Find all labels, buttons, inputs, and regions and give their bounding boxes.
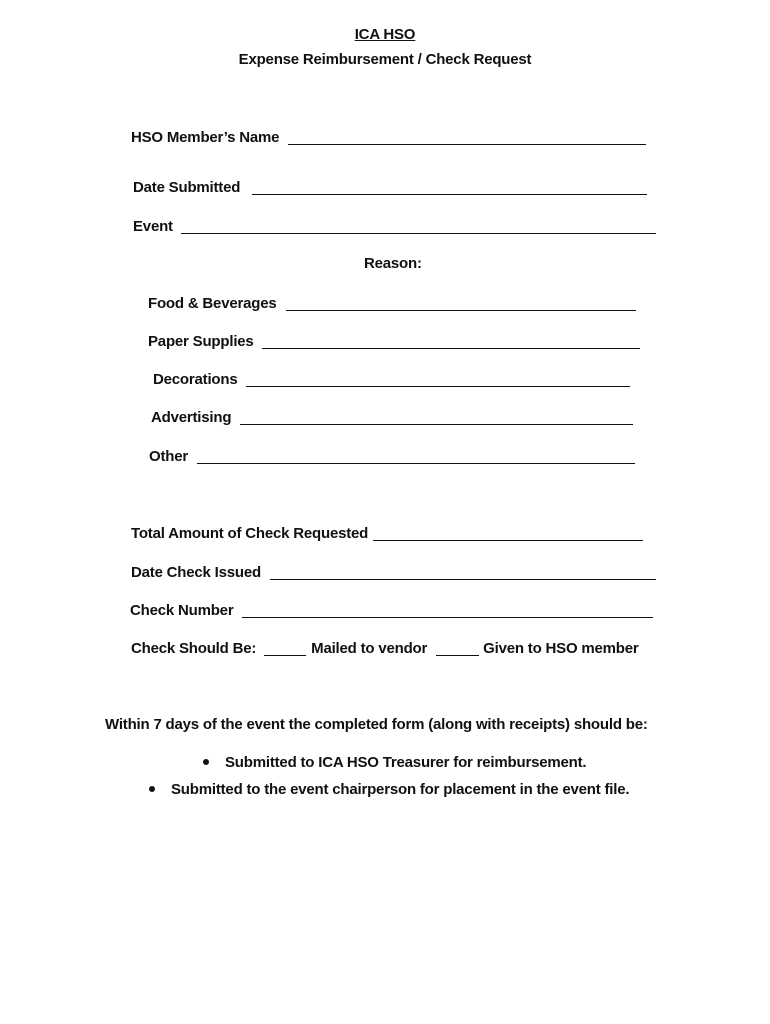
given-checkbox-line[interactable] [436, 641, 479, 656]
check-number-row [130, 600, 653, 620]
mailed-checkbox-line[interactable] [264, 641, 306, 656]
date-submitted-row [133, 177, 647, 197]
check-number-label: Check Number [130, 602, 234, 619]
reason-row-paper [148, 331, 640, 351]
member-name-row [131, 127, 646, 147]
food-beverages-field[interactable] [286, 296, 636, 311]
check-should-be-row [131, 638, 639, 658]
reason-heading: Reason: [364, 255, 422, 272]
given-option-label: Given to HSO member [483, 640, 639, 657]
reason-label-other: Other [149, 448, 189, 465]
mailed-option-label: Mailed to vendor [311, 640, 428, 657]
total-amount-label: Total Amount of Check Requested [131, 525, 369, 542]
other-field[interactable] [197, 449, 635, 464]
date-submitted-label: Date Submitted [133, 179, 241, 196]
member-name-field[interactable] [288, 130, 646, 145]
reason-label-decorations: Decorations [153, 371, 238, 388]
reason-label-advertising: Advertising [151, 409, 232, 426]
instructions-intro: Within 7 days of the event the completed form (along with receipts) should be: [105, 716, 648, 733]
date-issued-label: Date Check Issued [131, 564, 261, 581]
instruction-item: Submitted to ICA HSO Treasurer for reimbursement. [225, 754, 587, 771]
total-amount-row [131, 523, 643, 543]
instruction-item: Submitted to the event chairperson for placement in the event file. [171, 781, 630, 798]
form-title: Expense Reimbursement / Check Request [238, 51, 532, 68]
date-issued-field[interactable] [270, 565, 656, 580]
reason-row-other [149, 446, 635, 466]
reason-row-food [148, 293, 636, 313]
advertising-field[interactable] [240, 410, 633, 425]
decorations-field[interactable] [246, 372, 630, 387]
reason-row-advertising [151, 407, 633, 427]
reason-label-food: Food & Beverages [148, 295, 277, 312]
date-submitted-field[interactable] [252, 180, 647, 195]
date-issued-row [131, 562, 656, 582]
total-amount-field[interactable] [373, 526, 643, 541]
org-title: ICA HSO [354, 26, 416, 43]
member-name-label: HSO Member’s Name [131, 129, 280, 146]
reason-row-decorations [153, 369, 630, 389]
check-number-field[interactable] [242, 603, 653, 618]
check-should-be-label: Check Should Be: [131, 640, 257, 657]
event-row [133, 216, 656, 236]
event-label: Event [133, 218, 173, 235]
event-field[interactable] [181, 219, 656, 234]
bullet-icon [203, 759, 209, 765]
paper-supplies-field[interactable] [262, 334, 640, 349]
reason-label-paper: Paper Supplies [148, 333, 254, 350]
bullet-icon [149, 786, 155, 792]
